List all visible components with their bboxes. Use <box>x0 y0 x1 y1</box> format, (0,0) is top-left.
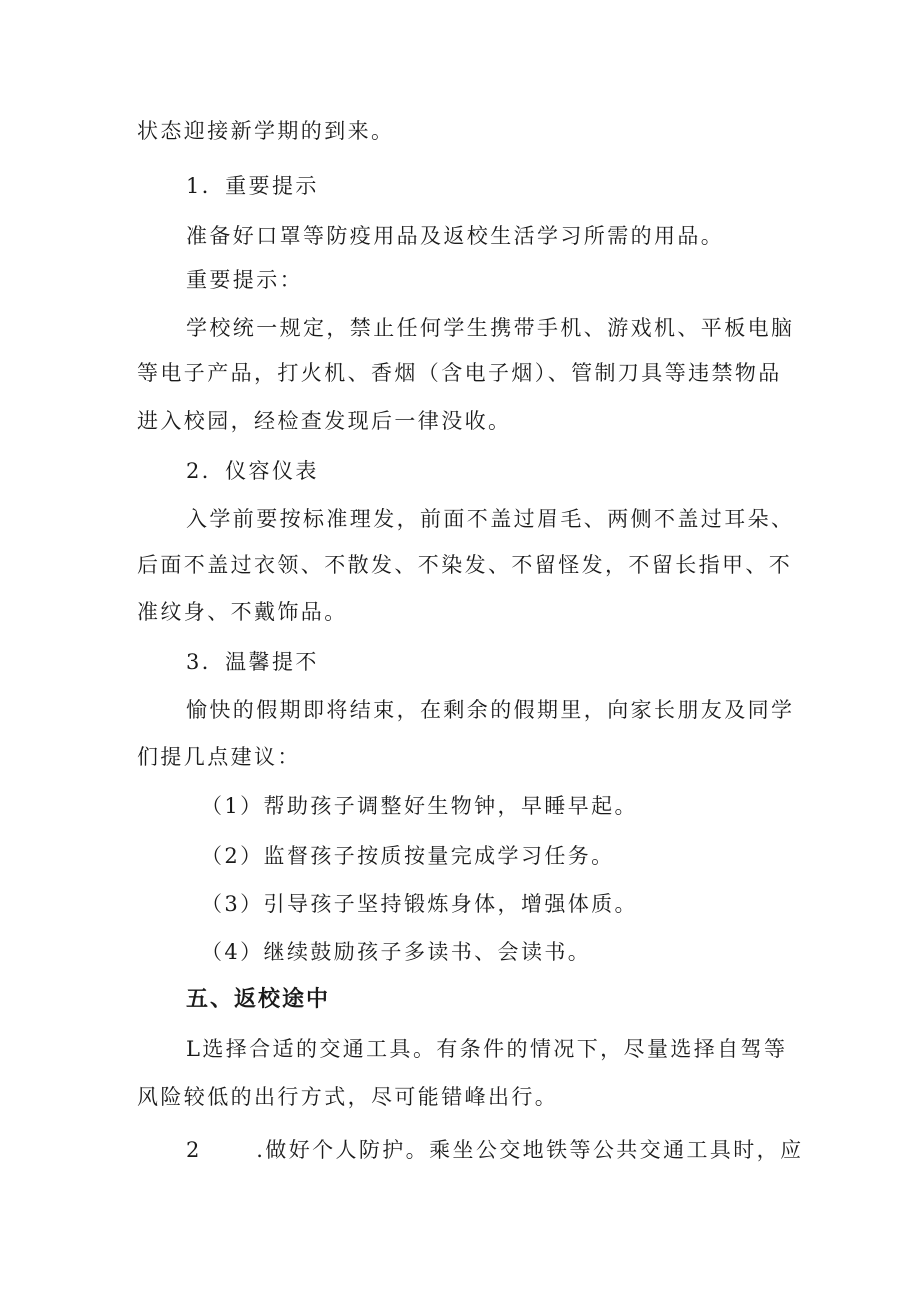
paragraph-line: 风险较低的出行方式，尽可能错峰出行。 <box>137 1085 559 1109</box>
paragraph-line: 愉快的假期即将结束，在剩余的假期里，向家长朋友及同学 <box>186 698 795 722</box>
paragraph-line: 状态迎接新学期的到来。 <box>137 119 395 143</box>
paragraph-line: 后面不盖过衣领、不散发、不染发、不留怪发，不留长指甲、不 <box>137 553 793 577</box>
paragraph-line: L选择合适的交通工具。有条件的情况下，尽量选择自驾等 <box>186 1037 788 1061</box>
list-item: （4）继续鼓励孩子多读书、会读书。 <box>201 940 592 964</box>
paragraph-line: 进入校园，经检查发现后一律没收。 <box>137 409 512 433</box>
paragraph-line: 2 .做好个人防护。乘坐公交地铁等公共交通工具时，应 <box>186 1138 804 1162</box>
subheading-appearance: 2．仪容仪表 <box>186 459 319 483</box>
paragraph-line: 准备好口罩等防疫用品及返校生活学习所需的用品。 <box>186 224 725 248</box>
list-item: （1）帮助孩子调整好生物钟，早睡早起。 <box>201 794 638 818</box>
subheading-important-notice: 1．重要提示 <box>186 174 319 198</box>
paragraph-line: 等电子产品，打火机、香烟（含电子烟）、管制刀具等违禁物品 <box>137 361 782 385</box>
paragraph-line: 重要提示： <box>186 268 303 292</box>
list-item: （3）引导孩子坚持锻炼身体，增强体质。 <box>201 892 638 916</box>
paragraph-line: 们提几点建议： <box>137 745 301 769</box>
list-item: （2）监督孩子按质按量完成学习任务。 <box>201 844 615 868</box>
paragraph-line: 学校统一规定，禁止任何学生携带手机、游戏机、平板电脑 <box>186 316 795 340</box>
subheading-warm-tips: 3．温馨提不 <box>186 650 319 674</box>
section-heading-return-journey: 五、返校途中 <box>186 987 331 1012</box>
paragraph-line: 入学前要按标准理发，前面不盖过眉毛、两侧不盖过耳朵、 <box>186 507 795 531</box>
paragraph-line: 准纹身、不戴饰品。 <box>137 600 348 624</box>
